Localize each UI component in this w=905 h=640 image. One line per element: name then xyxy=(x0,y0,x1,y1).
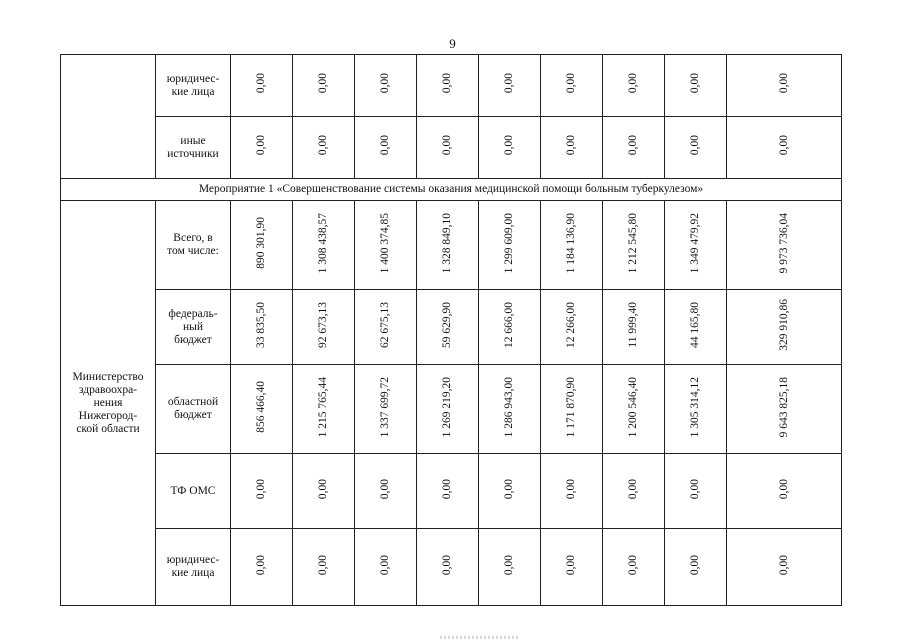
value-cell xyxy=(231,529,293,606)
cell-value: 0,00 xyxy=(689,478,701,500)
value-cell xyxy=(603,454,665,529)
cell-value: 12 266,00 xyxy=(565,302,577,348)
cell-value: 0,00 xyxy=(503,73,515,94)
value-cell xyxy=(417,529,479,606)
value-cell xyxy=(541,290,603,365)
cell-value: 0,00 xyxy=(379,478,391,500)
cell-value: 1 299 609,00 xyxy=(503,212,515,274)
value-cell xyxy=(541,201,603,290)
cell-value: 11 999,40 xyxy=(627,302,639,348)
cell-value: 0,00 xyxy=(689,554,701,576)
table-row xyxy=(61,365,842,454)
scan-artifact xyxy=(440,636,520,639)
value-cell xyxy=(727,365,842,454)
cell-value: 1 215 765,44 xyxy=(317,376,329,438)
value-cell xyxy=(541,529,603,606)
cell-value: 0,00 xyxy=(255,135,267,156)
cell-value: 9 973 736,04 xyxy=(777,212,790,274)
row-label: областной бюджет xyxy=(156,365,231,454)
value-cell xyxy=(665,529,727,606)
value-cell xyxy=(479,55,541,117)
cell-value: 62 675,13 xyxy=(379,302,391,348)
value-cell xyxy=(417,201,479,290)
cell-value: 0,00 xyxy=(503,478,515,500)
cell-value: 0,00 xyxy=(379,135,391,156)
cell-value: 12 666,00 xyxy=(503,302,515,348)
value-cell xyxy=(541,117,603,179)
value-cell xyxy=(231,290,293,365)
row-label: иные источники xyxy=(156,117,231,179)
value-cell xyxy=(665,117,727,179)
row-label: федераль- ный бюджет xyxy=(156,290,231,365)
cell-value: 0,00 xyxy=(255,73,267,94)
value-cell xyxy=(603,117,665,179)
table-row xyxy=(61,117,842,179)
table-row xyxy=(61,454,842,529)
cell-value: 0,00 xyxy=(689,73,701,94)
value-cell xyxy=(231,454,293,529)
organization-cell: Министерство здравоохра- нения Нижегород- ской области xyxy=(61,201,156,606)
cell-value: 59 629,90 xyxy=(441,302,453,348)
event-row xyxy=(61,179,842,201)
value-cell xyxy=(541,365,603,454)
cell-value: 0,00 xyxy=(777,554,790,576)
cell-value: 33 835,50 xyxy=(255,302,267,348)
value-cell xyxy=(727,201,842,290)
cell-value: 0,00 xyxy=(627,135,639,156)
cell-value: 1 400 374,85 xyxy=(379,212,391,274)
value-cell xyxy=(727,55,842,117)
value-cell xyxy=(665,365,727,454)
cell-value: 0,00 xyxy=(565,135,577,156)
cell-value: 0,00 xyxy=(255,478,267,500)
financing-table xyxy=(60,54,842,606)
value-cell xyxy=(603,290,665,365)
value-cell xyxy=(293,529,355,606)
value-cell xyxy=(293,55,355,117)
value-cell xyxy=(541,454,603,529)
value-cell xyxy=(355,529,417,606)
cell-value: 0,00 xyxy=(317,478,329,500)
cell-value: 0,00 xyxy=(317,554,329,576)
cell-value: 0,00 xyxy=(441,73,453,94)
cell-value: 0,00 xyxy=(441,135,453,156)
cell-value: 0,00 xyxy=(777,73,790,94)
cell-value: 0,00 xyxy=(627,554,639,576)
cell-value: 0,00 xyxy=(627,478,639,500)
cell-value: 44 165,80 xyxy=(689,302,701,348)
cell-value: 329 910,86 xyxy=(777,299,790,351)
cell-value: 0,00 xyxy=(689,135,701,156)
row-label: юридичес- кие лица xyxy=(156,529,231,606)
cell-value: 0,00 xyxy=(441,478,453,500)
value-cell xyxy=(479,201,541,290)
value-cell xyxy=(479,117,541,179)
cell-value: 0,00 xyxy=(317,135,329,156)
value-cell xyxy=(665,55,727,117)
value-cell xyxy=(603,55,665,117)
value-cell xyxy=(417,290,479,365)
value-cell xyxy=(479,365,541,454)
value-cell xyxy=(417,365,479,454)
org-cell-empty xyxy=(61,55,156,179)
value-cell xyxy=(665,454,727,529)
value-cell xyxy=(727,454,842,529)
value-cell xyxy=(231,117,293,179)
cell-value: 0,00 xyxy=(503,135,515,156)
cell-value: 0,00 xyxy=(379,554,391,576)
value-cell xyxy=(231,201,293,290)
value-cell xyxy=(417,117,479,179)
cell-value: 0,00 xyxy=(441,554,453,576)
cell-value: 1 269 219,20 xyxy=(441,376,453,438)
cell-value: 1 184 136,90 xyxy=(565,212,577,274)
cell-value: 1 171 870,90 xyxy=(565,376,577,438)
cell-value: 1 308 438,57 xyxy=(317,212,329,274)
value-cell xyxy=(293,365,355,454)
cell-value: 1 305 314,12 xyxy=(689,376,701,438)
value-cell xyxy=(417,454,479,529)
value-cell xyxy=(231,365,293,454)
row-label: ТФ ОМС xyxy=(156,454,231,529)
cell-value: 0,00 xyxy=(565,554,577,576)
cell-value: 1 200 546,40 xyxy=(627,376,639,438)
value-cell xyxy=(479,454,541,529)
cell-value: 1 212 545,80 xyxy=(627,212,639,274)
cell-value: 0,00 xyxy=(255,554,267,576)
cell-value: 1 286 943,00 xyxy=(503,376,515,438)
cell-value: 856 466,40 xyxy=(255,381,267,433)
table-row xyxy=(61,201,842,290)
cell-value: 1 337 699,72 xyxy=(379,376,391,438)
row-label: юридичес- кие лица xyxy=(156,55,231,117)
value-cell xyxy=(603,201,665,290)
cell-value: 0,00 xyxy=(777,135,790,156)
cell-value: 0,00 xyxy=(379,73,391,94)
value-cell xyxy=(355,454,417,529)
cell-value: 890 301,90 xyxy=(255,217,267,269)
cell-value: 0,00 xyxy=(565,73,577,94)
row-label: Всего, в том числе: xyxy=(156,201,231,290)
cell-value: 0,00 xyxy=(317,73,329,94)
value-cell xyxy=(231,55,293,117)
value-cell xyxy=(355,365,417,454)
cell-value: 0,00 xyxy=(627,73,639,94)
cell-value: 9 643 825,18 xyxy=(777,376,790,438)
cell-value: 1 328 849,10 xyxy=(441,212,453,274)
table-row xyxy=(61,529,842,606)
cell-value: 92 673,13 xyxy=(317,302,329,348)
value-cell xyxy=(293,201,355,290)
value-cell xyxy=(665,201,727,290)
cell-value: 0,00 xyxy=(503,554,515,576)
cell-value: 0,00 xyxy=(565,478,577,500)
page-number: 9 xyxy=(449,36,456,51)
value-cell xyxy=(293,290,355,365)
value-cell xyxy=(727,117,842,179)
table-body xyxy=(61,55,842,606)
table-row xyxy=(61,55,842,117)
value-cell xyxy=(417,55,479,117)
value-cell xyxy=(603,365,665,454)
value-cell xyxy=(293,454,355,529)
value-cell xyxy=(355,117,417,179)
value-cell xyxy=(727,290,842,365)
value-cell xyxy=(479,290,541,365)
value-cell xyxy=(603,529,665,606)
cell-value: 1 349 479,92 xyxy=(689,212,701,274)
value-cell xyxy=(293,117,355,179)
value-cell xyxy=(541,55,603,117)
event-title: Мероприятие 1 «Совершенствование системы оказания медицинской помощи больным туберкулезом» xyxy=(61,179,842,201)
cell-value: 0,00 xyxy=(777,478,790,500)
value-cell xyxy=(665,290,727,365)
value-cell xyxy=(355,55,417,117)
value-cell xyxy=(479,529,541,606)
table-row xyxy=(61,290,842,365)
value-cell xyxy=(355,290,417,365)
value-cell xyxy=(355,201,417,290)
value-cell xyxy=(727,529,842,606)
